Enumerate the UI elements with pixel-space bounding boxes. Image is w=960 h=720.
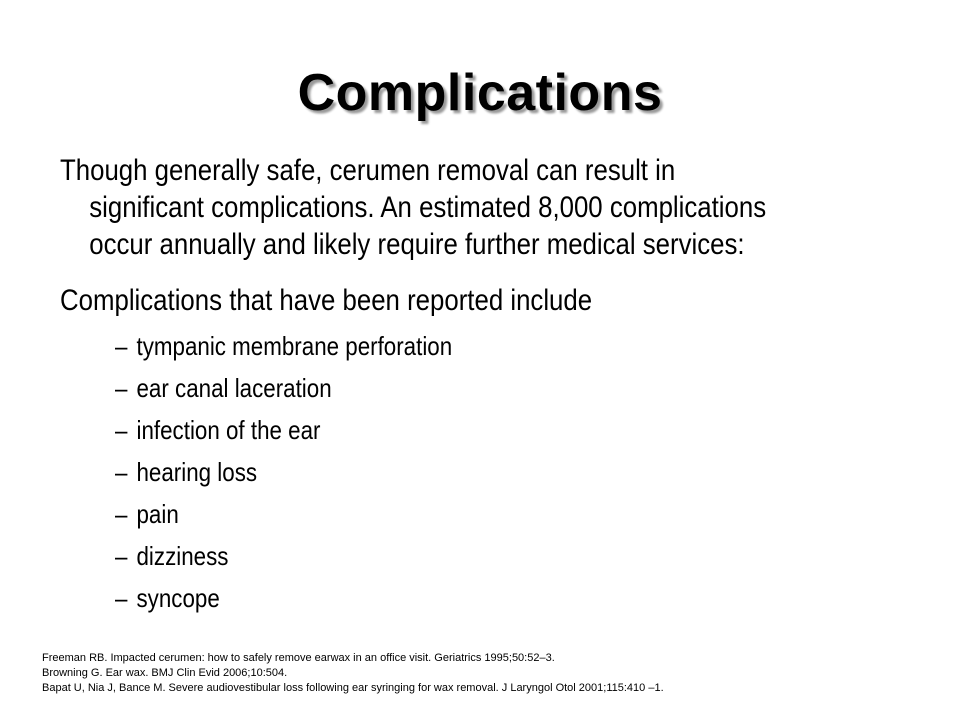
list-item	[115, 535, 452, 577]
list-item-text: pain	[136, 499, 179, 529]
reference-item: Freeman RB. Impacted cerumen: how to safely remove earwax in an office visit. Geriatrics 1995;50:52–3.	[42, 652, 555, 664]
slide-title: Complications	[297, 64, 663, 122]
list-item	[115, 577, 452, 619]
list-item-text: dizziness	[136, 541, 229, 571]
list-item-text: syncope	[136, 583, 220, 613]
list-item-text: tympanic membrane perforation	[136, 331, 453, 361]
dash-marker: –	[115, 499, 128, 529]
intro-line: significant complications. An estimated 8,000 complications	[89, 191, 767, 224]
intro-line: Though generally safe, cerumen removal can result in	[60, 154, 676, 187]
intro-line: occur annually and likely require further medical services:	[89, 228, 745, 261]
intro-paragraph	[60, 152, 766, 263]
list-item	[115, 325, 452, 367]
dash-marker: –	[115, 583, 128, 613]
dash-marker: –	[115, 541, 128, 571]
dash-marker: –	[115, 373, 128, 403]
list-item	[115, 367, 452, 409]
dash-marker: –	[115, 331, 128, 361]
reference-item: Browning G. Ear wax. BMJ Clin Evid 2006;10:504.	[42, 667, 288, 679]
list-item	[115, 451, 452, 493]
dash-marker: –	[115, 457, 128, 487]
reference-item: Bapat U, Nia J, Bance M. Severe audiovestibular loss following ear syringing for wax removal. J Laryngol Otol 2001;115:410 –1.	[42, 682, 664, 694]
list-item	[115, 409, 452, 451]
list-item-text: hearing loss	[136, 457, 258, 487]
references	[42, 651, 664, 696]
lead-text: Complications that have been reported include	[60, 284, 593, 317]
complications-list	[115, 325, 452, 619]
list-item	[115, 493, 452, 535]
list-item-text: infection of the ear	[136, 415, 321, 445]
dash-marker: –	[115, 415, 128, 445]
list-item-text: ear canal laceration	[136, 373, 332, 403]
